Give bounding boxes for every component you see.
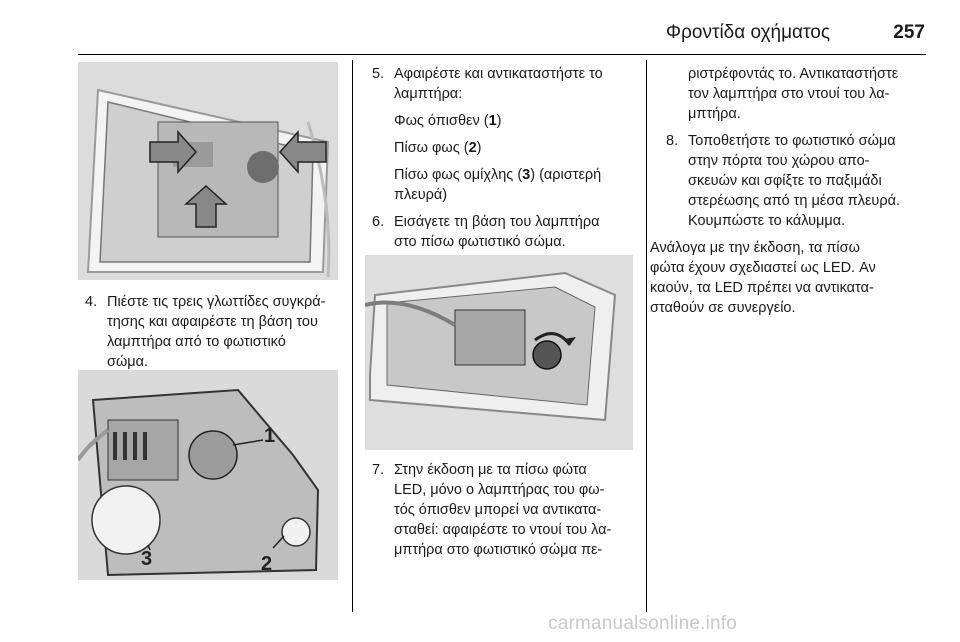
bulb-1	[189, 431, 237, 479]
lamp-reverse: Φως όπισθεν (1)	[394, 113, 502, 129]
bulb-3	[92, 486, 160, 554]
step-7-number: 7.	[372, 462, 385, 478]
step-6-number: 6.	[372, 214, 385, 230]
step-5	[372, 64, 634, 104]
step-8-number: 8.	[666, 133, 679, 149]
step-8-text: Τοποθετήστε το φωτιστικό σώμα στην πόρτα του χώρου απο- σκευών και σφίξτε το παξιμάδι στερέωσης από τη μέσα πλευρά. Κουμπώστε το κάλυμμα.	[688, 133, 900, 229]
bulb-2	[282, 518, 310, 546]
callout-3: 3	[141, 548, 153, 570]
step-7	[372, 460, 634, 560]
callout-2: 2	[261, 553, 273, 575]
callout-1: 1	[264, 425, 276, 447]
lamp-fog: Πίσω φως ομίχλης (3) (αριστερή πλευρά)	[394, 167, 602, 203]
header-rule	[78, 54, 926, 55]
step-7-continued: ριστρέφοντάς το. Αντικαταστήστε τον λαμπτήρα στο ντουί του λα- μπτήρα.	[688, 66, 899, 122]
led-note: Ανάλογα με την έκδοση, τα πίσω φώτα έχουν σχεδιαστεί ως LED. Αν καούν, τα LED πρέπει να αντικατα- σταθούν σε συνεργείο.	[650, 240, 876, 316]
column-separator-2	[646, 60, 647, 612]
bulb-socket	[533, 341, 561, 369]
watermark: carmanualsonline.info	[548, 613, 738, 634]
figure-bulb-holder	[78, 370, 338, 580]
figure-lamp-holder-tabs	[78, 62, 338, 280]
figure-lamp-insert	[365, 255, 633, 450]
step-6	[372, 212, 634, 252]
header-title: Φροντίδα οχήματος	[665, 22, 830, 43]
column-separator-1	[352, 60, 353, 612]
step-7-text: Στην έκδοση με τα πίσω φώτα LED, μόνο ο λαμπτήρας του φω- τός όπισθεν μπορεί να αντικατα- σταθεί: αφαιρέστε το ντουί του λα- μπτήρα στο φωτιστικό σώμα πε-	[394, 462, 612, 558]
step-5-text: Αφαιρέστε και αντικαταστήστε το λαμπτήρα:	[394, 66, 603, 102]
step-5-number: 5.	[372, 66, 385, 82]
step-4-text: Πιέστε τις τρεις γλωττίδες συγκρά- τησης και αφαιρέστε τη βάση του λαμπτήρα από το φωτιστικό σώμα.	[107, 294, 326, 370]
step-6-text: Εισάγετε τη βάση του λαμπτήρα στο πίσω φωτιστικό σώμα.	[394, 214, 600, 250]
step-4-number: 4.	[85, 294, 98, 310]
lamp-tail: Πίσω φως (2)	[394, 140, 482, 156]
step-8	[666, 131, 936, 231]
step-4	[85, 292, 345, 372]
page-number: 257	[893, 22, 925, 43]
